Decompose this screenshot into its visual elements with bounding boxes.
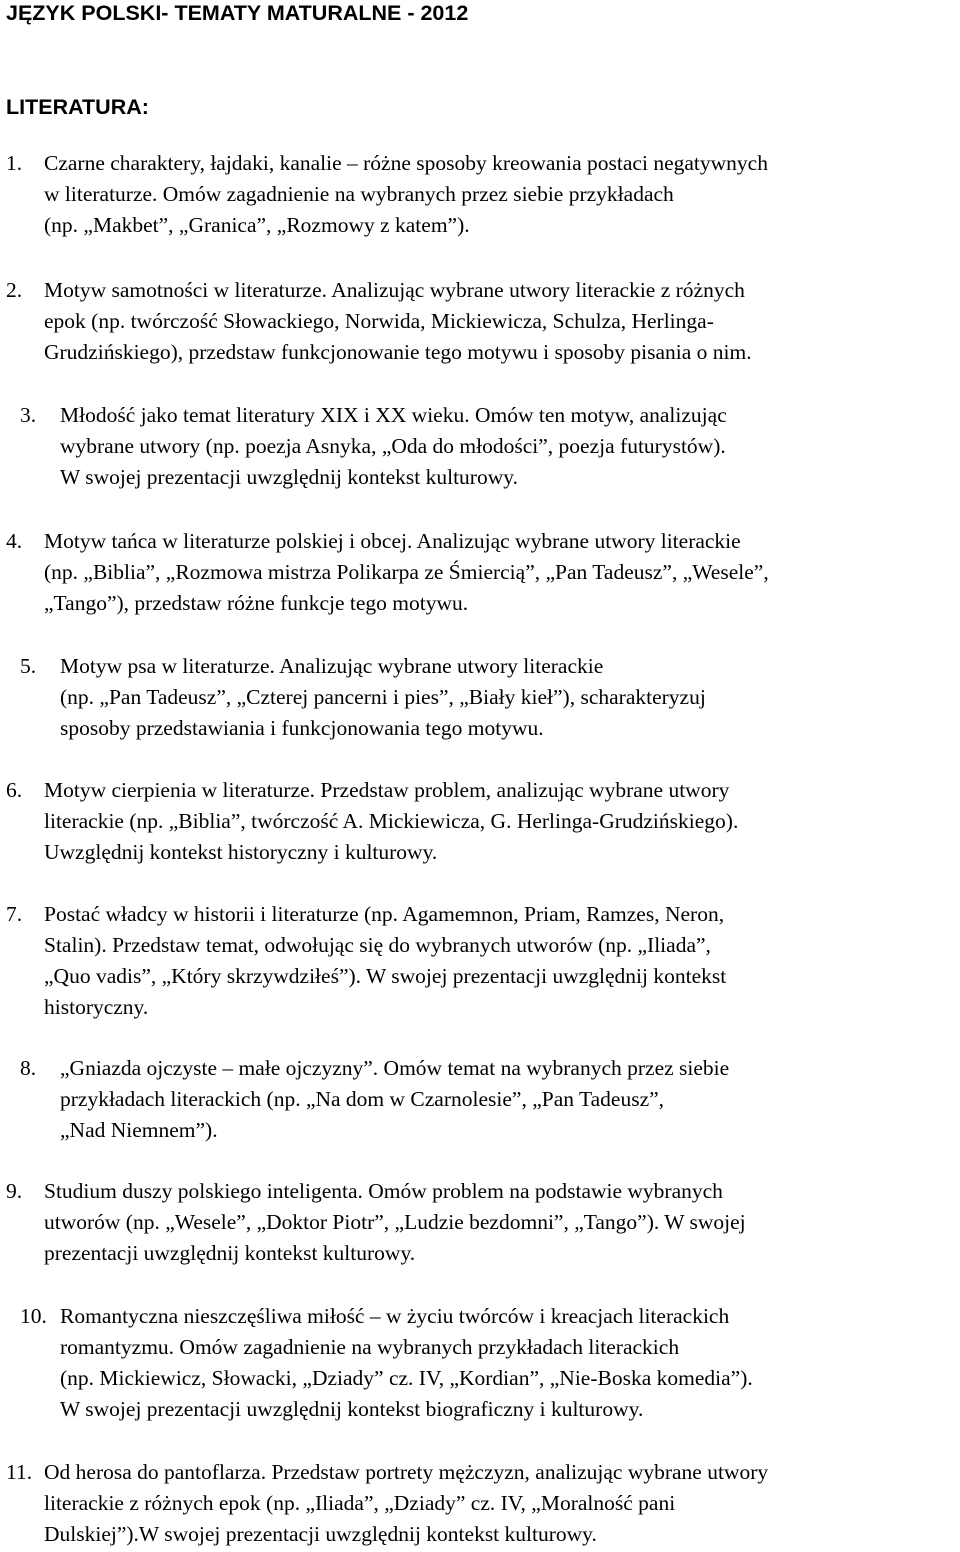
- topic-number: 7.: [6, 902, 23, 926]
- topic-line: W swojej prezentacji uwzględnij kontekst biograficzny i kulturowy.: [60, 1397, 644, 1421]
- topic-line: Uwzględnij kontekst historyczny i kulturowy.: [44, 840, 438, 864]
- topic-line: Romantyczna nieszczęśliwa miłość – w życiu twórców i kreacjach literackich: [60, 1304, 730, 1328]
- topic-line: Czarne charaktery, łajdaki, kanalie – różne sposoby kreowania postaci negatywnych: [44, 151, 768, 175]
- topic-line: Studium duszy polskiego inteligenta. Omów problem na podstawie wybranych: [44, 1179, 723, 1203]
- topic-line: Dulskiej”).W swojej prezentacji uwzględnij kontekst kulturowy.: [44, 1522, 597, 1546]
- topic-line: sposoby przedstawiania i funkcjonowania tego motywu.: [60, 716, 544, 740]
- topic-line: w literaturze. Omów zagadnienie na wybranych przez siebie przykładach: [44, 182, 674, 206]
- topic-line: Motyw psa w literaturze. Analizując wybrane utwory literackie: [60, 654, 604, 678]
- topic-line: prezentacji uwzględnij kontekst kulturowy.: [44, 1241, 416, 1265]
- topic-number: 5.: [20, 654, 37, 678]
- topic-line: (np. „Pan Tadeusz”, „Czterej pancerni i pies”, „Biały kieł”), scharakteryzuj: [60, 685, 706, 709]
- topic-line: utworów (np. „Wesele”, „Doktor Piotr”, „Ludzie bezdomni”, „Tango”). W swojej: [44, 1210, 746, 1234]
- topic-line: Grudzińskiego), przedstaw funkcjonowanie tego motywu i sposoby pisania o nim.: [44, 340, 752, 364]
- topic-line: Stalin). Przedstaw temat, odwołując się do wybranych utworów (np. „Iliada”,: [44, 933, 711, 957]
- topic-line: Postać władcy w historii i literaturze (np. Agamemnon, Priam, Ramzes, Neron,: [44, 902, 725, 926]
- topic-number: 2.: [6, 278, 23, 302]
- topic-line: (np. Mickiewicz, Słowacki, „Dziady” cz. IV, „Kordian”, „Nie-Boska komedia”).: [60, 1366, 753, 1390]
- topic-line: W swojej prezentacji uwzględnij kontekst kulturowy.: [60, 465, 518, 489]
- topic-line: Młodość jako temat literatury XIX i XX wieku. Omów ten motyw, analizując: [60, 403, 727, 427]
- topic-line: romantyzmu. Omów zagadnienie na wybranych przykładach literackich: [60, 1335, 680, 1359]
- topic-number: 1.: [6, 151, 23, 175]
- topic-line: historyczny.: [44, 995, 149, 1019]
- topic-line: wybrane utwory (np. poezja Asnyka, „Oda do młodości”, poezja futurystów).: [60, 434, 726, 458]
- topic-line: literackie (np. „Biblia”, twórczość A. Mickiewicza, G. Herlinga-Grudzińskiego).: [44, 809, 739, 833]
- topic-number: 6.: [6, 778, 23, 802]
- section-heading: LITERATURA:: [6, 95, 149, 119]
- topic-line: Od herosa do pantoflarza. Przedstaw portrety mężczyzn, analizując wybrane utwory: [44, 1460, 769, 1484]
- topic-number: 10.: [20, 1304, 47, 1328]
- topic-line: (np. „Biblia”, „Rozmowa mistrza Polikarpa ze Śmiercią”, „Pan Tadeusz”, „Wesele”,: [44, 560, 769, 584]
- topic-number: 9.: [6, 1179, 23, 1203]
- topic-number: 11.: [6, 1460, 33, 1484]
- topic-line: „Gniazda ojczyste – małe ojczyzny”. Omów temat na wybranych przez siebie: [60, 1056, 730, 1080]
- document-title: JĘZYK POLSKI- TEMATY MATURALNE - 2012: [6, 1, 469, 25]
- topic-number: 8.: [20, 1056, 37, 1080]
- topic-line: „Quo vadis”, „Który skrzywdziłeś”). W swojej prezentacji uwzględnij kontekst: [44, 964, 727, 988]
- topic-line: (np. „Makbet”, „Granica”, „Rozmowy z katem”).: [44, 213, 470, 237]
- topic-line: epok (np. twórczość Słowackiego, Norwida, Mickiewicza, Schulza, Herlinga-: [44, 309, 714, 333]
- topic-line: „Tango”), przedstaw różne funkcje tego motywu.: [44, 591, 469, 615]
- topic-line: Motyw tańca w literaturze polskiej i obcej. Analizując wybrane utwory literackie: [44, 529, 741, 553]
- topic-number: 3.: [20, 403, 37, 427]
- topic-line: literackie z różnych epok (np. „Iliada”, „Dziady” cz. IV, „Moralność pani: [44, 1491, 676, 1515]
- topic-line: „Nad Niemnem”).: [60, 1118, 218, 1142]
- topic-line: Motyw cierpienia w literaturze. Przedstaw problem, analizując wybrane utwory: [44, 778, 730, 802]
- topic-line: Motyw samotności w literaturze. Analizując wybrane utwory literackie z różnych: [44, 278, 745, 302]
- topic-line: przykładach literackich (np. „Na dom w Czarnolesie”, „Pan Tadeusz”,: [60, 1087, 665, 1111]
- topic-number: 4.: [6, 529, 23, 553]
